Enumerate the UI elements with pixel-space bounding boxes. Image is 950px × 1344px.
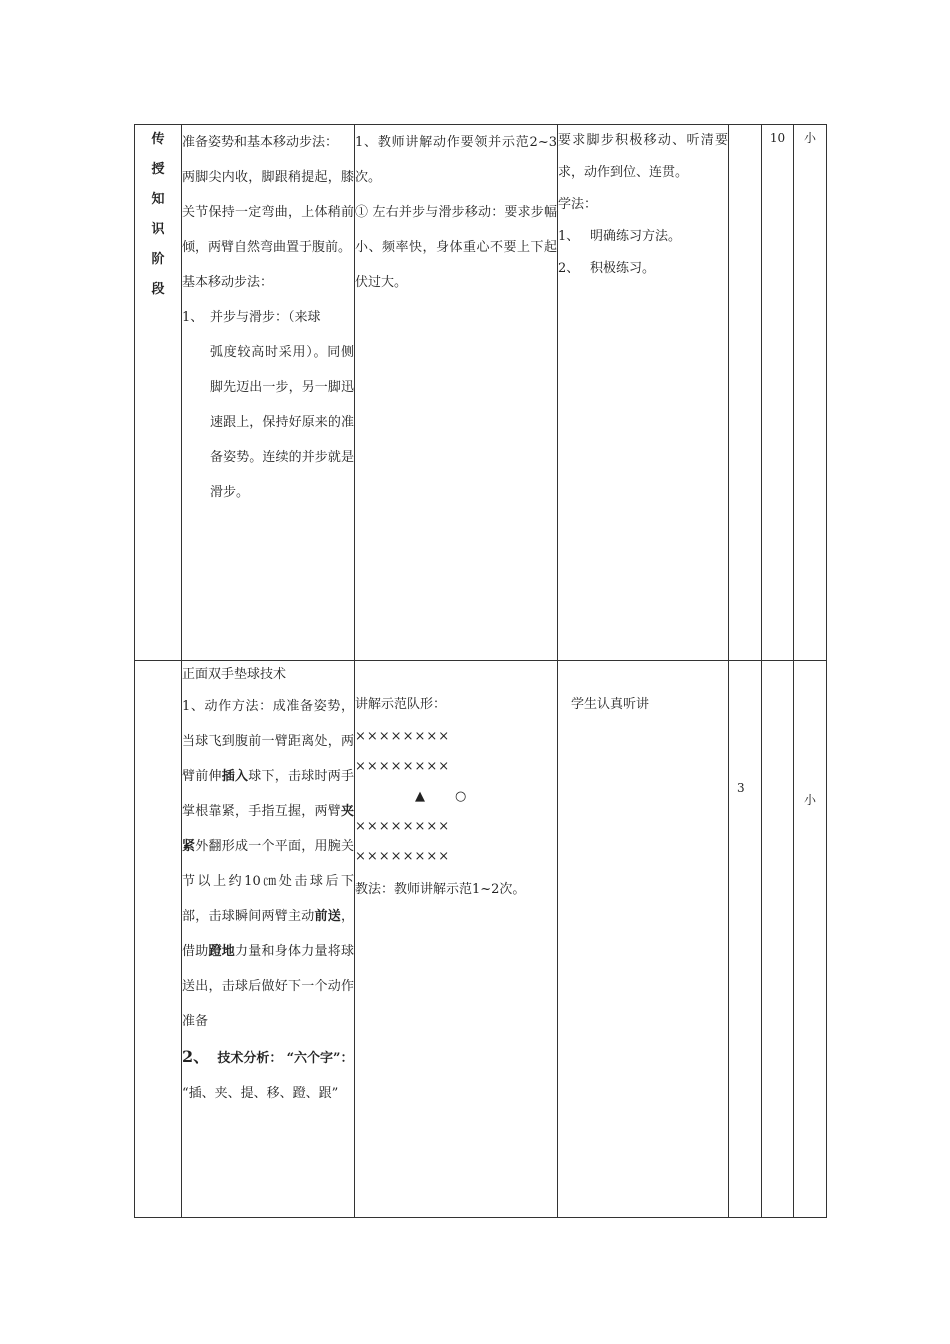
content-title: 正面双手垫球技术 [182,667,287,682]
formation-row: ×××××××× [355,729,451,744]
student-method-cell [558,661,729,1218]
formation-row: ×××××××× [355,849,451,864]
formation-symbols [415,782,557,812]
circle-icon: ○ [455,789,467,804]
list-number: 2、 [558,261,580,276]
table-row [135,661,827,1218]
stage-cell [135,125,182,661]
stage-cell [135,661,182,1218]
content-title: 准备姿势和基本移动步法： [182,135,339,150]
table-row [135,125,827,661]
student-text: 学生认真听讲 [571,697,650,712]
content-paragraph: 两脚尖内收，脚跟稍提起，膝关节保持一定弯曲，上体稍前倾，两臂自然弯曲置于腹前。 [182,170,354,255]
formation-row: ×××××××× [355,759,451,774]
formation-label: 讲解示范队形： [355,697,447,712]
list-text: 积极练习。 [590,261,656,276]
time-cell: 3 [729,661,762,1218]
content-subtitle: 基本移动步法： [182,275,274,290]
list-number: 1、 [558,229,580,244]
stage-label: 传授知识阶段 [151,132,165,297]
list-text: 并步与滑步：（来球 [210,310,321,325]
list-number: 1、 [182,310,204,325]
formation-row: ×××××××× [355,819,451,834]
content-cell [182,661,355,1218]
intensity-cell: 小 [794,125,827,661]
analysis-words: “插、夹、提、移、蹬、跟” [182,1086,339,1101]
teacher-text: 1、教师讲解动作要领并示范2~3次。 [355,135,557,185]
list-item [558,221,728,253]
count-cell [762,661,794,1218]
lesson-plan-table [134,124,827,1218]
analysis-paragraph: 2、 技术分析： “六个字”： [182,1047,354,1066]
student-text: 学法： [558,197,598,212]
content-paragraph: 1、动作方法：成准备姿势，当球飞到腹前一臂距离处，两臂前伸插入球下，击球时两手掌根靠紧，手指互握，两臂夹紧外翻形成一个平面，用腕关节以上约10㎝处击球后下部，击球瞬间两臂主动前送，借助蹬地力量和身体力量将球送出，击球后做好下一个动作准备 [182,699,354,1029]
time-cell [729,125,762,661]
list-item [558,253,728,285]
teacher-method-cell [355,661,558,1218]
teacher-method-cell [355,125,558,661]
teacher-text: ① 左右并步与滑步移动：要求步幅小、频率快，身体重心不要上下起伏过大。 [355,205,557,290]
content-cell [182,125,355,661]
intensity-cell: 小 [794,661,827,1218]
student-method-cell [558,125,729,661]
list-text: 明确练习方法。 [590,229,682,244]
student-text: 要求脚步积极移动、听清要求，动作到位、连贯。 [558,133,728,180]
triangle-icon: ▲ [415,789,425,804]
count-cell: 10 [762,125,794,661]
list-continuation: 弧度较高时采用）。同侧脚先迈出一步，另一脚迅速跟上，保持好原来的准备姿势。连续的并步就是滑步。 [210,345,354,500]
teacher-method-text: 教法：教师讲解示范1~2次。 [355,882,526,897]
list-item [182,300,354,335]
